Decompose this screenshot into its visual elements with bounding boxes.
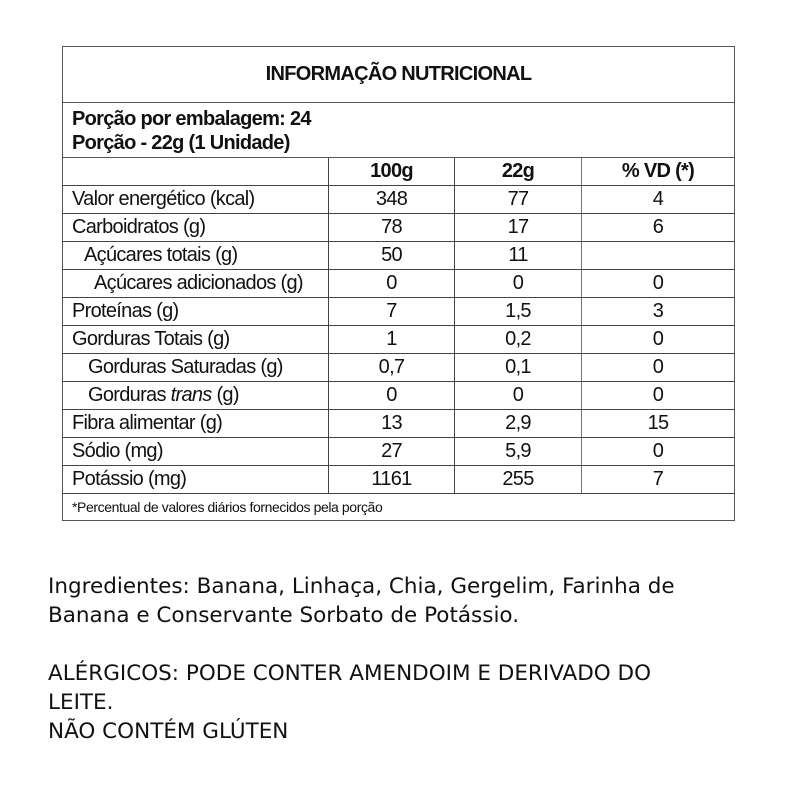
value-100g: 0,7 xyxy=(329,354,455,381)
table-row xyxy=(63,326,734,354)
value-100g: 78 xyxy=(329,214,455,241)
table-header-row xyxy=(63,158,734,186)
value-vd: 6 xyxy=(652,216,664,238)
value-vd: 0 xyxy=(652,356,664,378)
nutrient-name: Açúcares totais (g) xyxy=(63,242,329,269)
value-22g: 5,9 xyxy=(455,438,582,465)
value-22g: 1,5 xyxy=(455,298,582,325)
value-100g: 50 xyxy=(329,242,455,269)
nutrient-name: Sódio (mg) xyxy=(63,438,329,465)
value-100g: 7 xyxy=(329,298,455,325)
nutrient-name: Potássio (mg) xyxy=(63,466,329,493)
nutrient-name: Açúcares adicionados (g) xyxy=(63,270,329,297)
table-row xyxy=(63,410,734,438)
header-vd: % VD (*) xyxy=(621,160,695,182)
value-vd: 0 xyxy=(652,272,664,294)
value-100g: 0 xyxy=(329,382,455,409)
table-row xyxy=(63,382,734,410)
value-vd: 15 xyxy=(647,412,669,434)
value-vd: 0 xyxy=(652,384,664,406)
value-vd: 7 xyxy=(652,468,664,490)
name-suffix: (g) xyxy=(211,384,239,406)
value-vd: 4 xyxy=(652,188,664,210)
nutrient-name: Valor energético (kcal) xyxy=(63,186,329,213)
allergens-line: ALÉRGICOS: PODE CONTER AMENDOIM E DERIVADO DO xyxy=(48,661,652,686)
value-22g: 0,2 xyxy=(455,326,582,353)
portion-size: Porção - 22g (1 Unidade) xyxy=(72,132,290,154)
ingredients-line: Banana e Conservante Sorbato de Potássio. xyxy=(48,603,520,628)
value-22g: 0 xyxy=(455,270,582,297)
value-100g: 1 xyxy=(329,326,455,353)
ingredients xyxy=(48,572,675,630)
nutrient-name xyxy=(63,382,329,409)
value-22g: 255 xyxy=(455,466,582,493)
value-vd: 3 xyxy=(652,300,664,322)
table-row xyxy=(63,242,734,270)
allergens-line: LEITE. xyxy=(48,690,114,715)
portions-per-package: Porção por embalagem: 24 xyxy=(72,108,311,130)
value-22g: 0 xyxy=(455,382,582,409)
table-title: INFORMAÇÃO NUTRICIONAL xyxy=(63,47,734,103)
table-footnote: *Percentual de valores diários fornecidos pela porção xyxy=(72,499,383,515)
value-100g: 1161 xyxy=(329,466,455,493)
portion-info xyxy=(63,103,734,158)
table-row xyxy=(63,438,734,466)
table-row xyxy=(63,298,734,326)
value-vd: 0 xyxy=(652,328,664,350)
table-row xyxy=(63,186,734,214)
nutrient-name: Gorduras Totais (g) xyxy=(63,326,329,353)
nutrient-name: Fibra alimentar (g) xyxy=(63,410,329,437)
nutrient-name: Carboidratos (g) xyxy=(63,214,329,241)
value-100g: 13 xyxy=(329,410,455,437)
header-100g: 100g xyxy=(329,158,455,185)
table-row xyxy=(63,270,734,298)
value-vd xyxy=(582,242,734,269)
nutrition-facts-table xyxy=(62,46,735,521)
header-nutrient xyxy=(63,158,329,185)
value-22g: 77 xyxy=(455,186,582,213)
table-row xyxy=(63,214,734,242)
gluten-statement: NÃO CONTÉM GLÚTEN xyxy=(48,719,289,744)
value-22g: 2,9 xyxy=(455,410,582,437)
allergens xyxy=(48,659,651,746)
header-22g: 22g xyxy=(455,158,582,185)
table-row xyxy=(63,466,734,494)
value-22g: 11 xyxy=(455,242,582,269)
value-100g: 27 xyxy=(329,438,455,465)
value-100g: 0 xyxy=(329,270,455,297)
name-prefix: Gorduras xyxy=(88,384,171,406)
value-22g: 0,1 xyxy=(455,354,582,381)
table-row xyxy=(63,354,734,382)
value-100g: 348 xyxy=(329,186,455,213)
ingredients-line: Ingredientes: Banana, Linhaça, Chia, Gergelim, Farinha de xyxy=(48,574,675,599)
value-22g: 17 xyxy=(455,214,582,241)
value-vd: 0 xyxy=(652,440,664,462)
name-italic: trans xyxy=(170,384,212,406)
nutrient-name: Proteínas (g) xyxy=(63,298,329,325)
nutrient-name: Gorduras Saturadas (g) xyxy=(63,354,329,381)
